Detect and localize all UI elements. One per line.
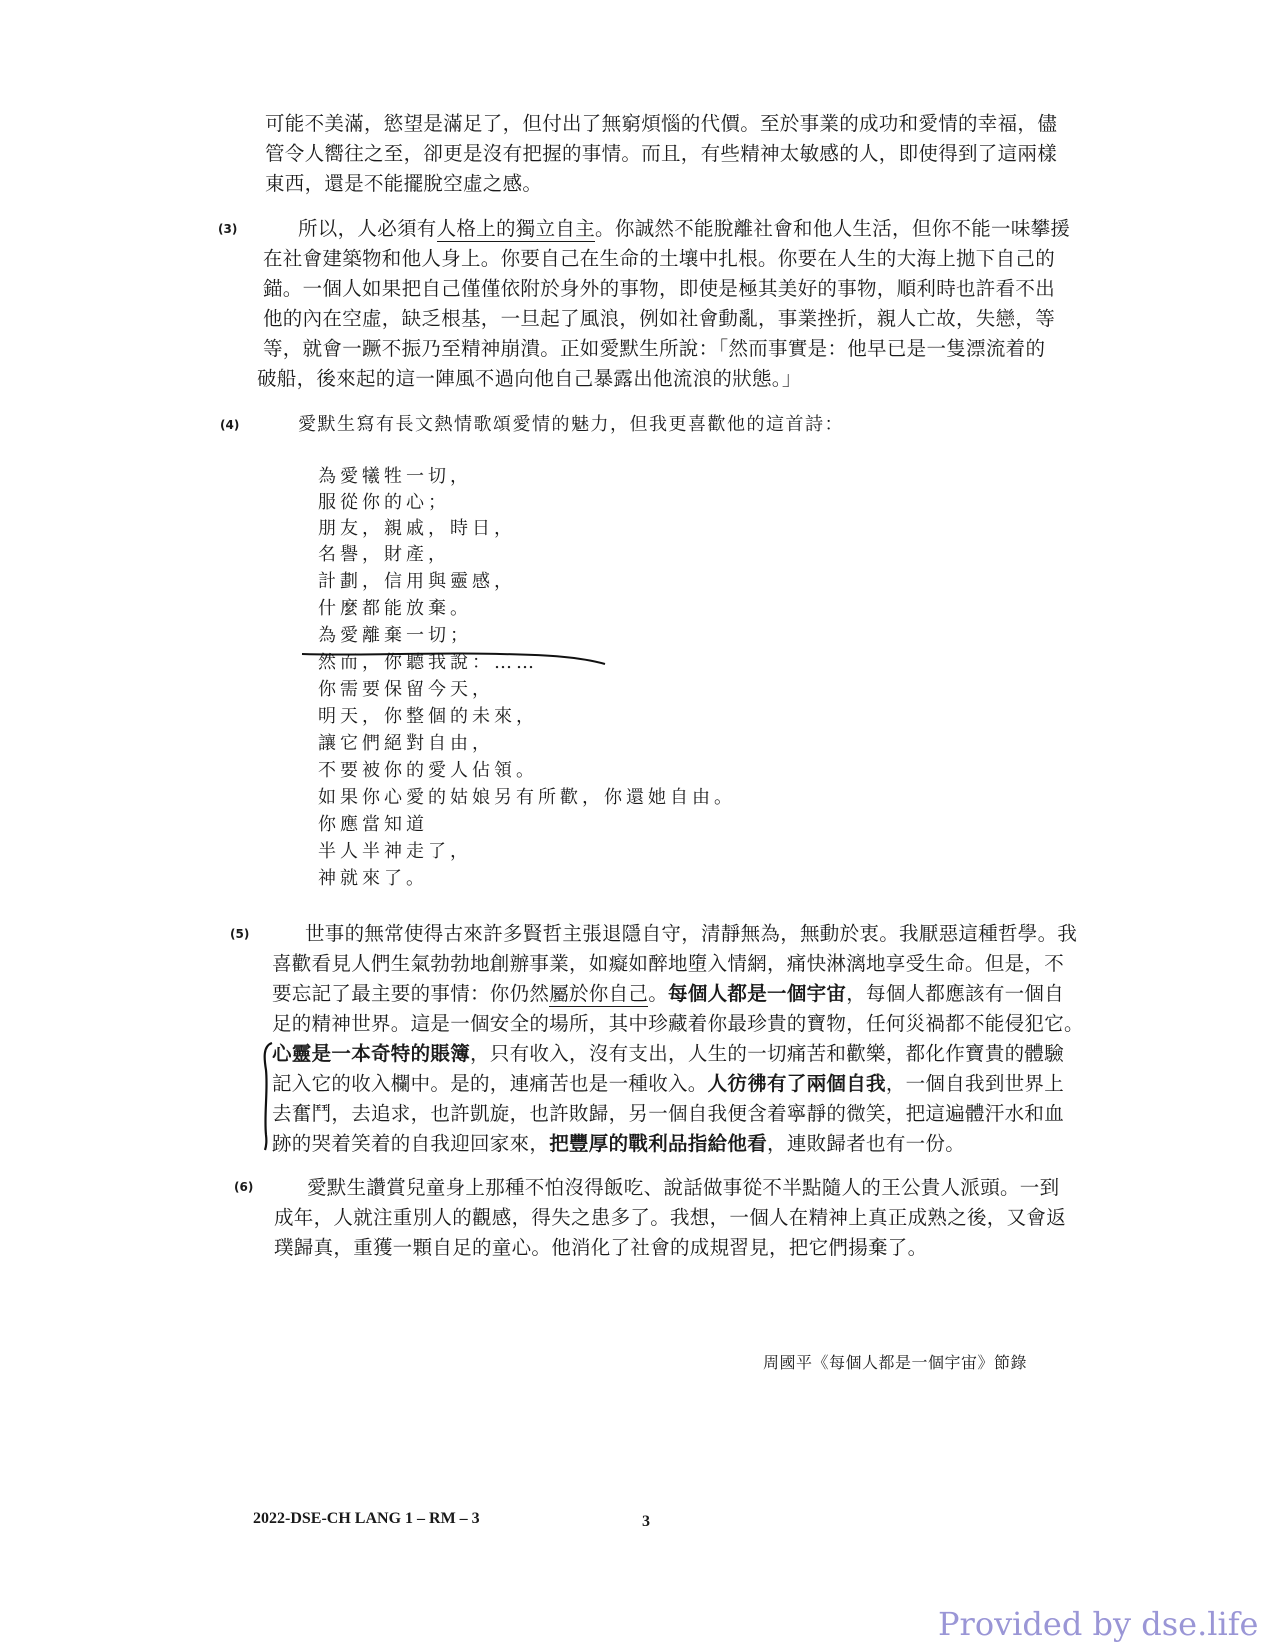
text-run: ，一個自我到世界上 — [885, 1072, 1065, 1095]
poem-line-2: 服從你的心； — [318, 492, 450, 513]
bold-phrase: 把豐厚的戰利品指給他看 — [549, 1132, 768, 1155]
poem-line-1: 為愛犧牲一切， — [318, 466, 472, 487]
watermark-link[interactable]: Provided by dse.life — [938, 1605, 1259, 1643]
text-run: 。 — [648, 982, 669, 1005]
poem-line-3: 朋友，親戚，時日， — [318, 518, 516, 539]
intro-line-3: 東西，還是不能擺脫空虛之感。 — [265, 172, 543, 195]
p5-line-6 — [272, 1070, 1064, 1098]
poem-line-4: 名譽，財產， — [318, 544, 450, 565]
p5-line-1: 世事的無常使得古來許多賢哲主張退隱自守，清靜無為，無動於衷。我厭惡這種哲學。我 — [305, 922, 1078, 945]
underlined-phrase: 屬於你自己 — [549, 982, 649, 1005]
bold-phrase: 人彷彿有了兩個自我 — [707, 1072, 886, 1095]
p3-line-3: 錨。一個人如果把自己僅僅依附於身外的事物，即使是極其美好的事物，順利時也許看不出 — [263, 277, 1056, 300]
handwritten-bracket — [258, 1040, 278, 1152]
paragraph-number: (3) — [218, 222, 238, 236]
paragraph-number: (6) — [234, 1180, 254, 1194]
text-run: ，每個人都應該有一個自 — [846, 982, 1065, 1005]
p3-line-2: 在社會建築物和他人身上。你要自己在生命的土壤中扎根。你要在人生的大海上拋下自己的 — [263, 247, 1056, 270]
page-number: 3 — [642, 1513, 650, 1530]
p4-intro: 愛默生寫有長文熱情歌頌愛情的魅力，但我更喜歡他的這首詩： — [298, 414, 844, 435]
handwritten-underline — [300, 640, 610, 670]
p3-line-5: 等，就會一蹶不振乃至精神崩潰。正如愛默生所說：「然而事實是：他早已是一隻漂流着的 — [263, 337, 1046, 360]
bold-phrase: 每個人都是一個宇宙 — [668, 982, 847, 1005]
poem-line-13: 如果你心愛的姑娘另有所歡，你還她自由。 — [318, 787, 736, 808]
intro-line-1: 可能不美滿，慾望是滿足了，但付出了無窮煩惱的代價。至於事業的成功和愛情的幸福，儘 — [265, 112, 1058, 135]
text-run: 。你誠然不能脫離社會和他人生活，但你不能一味攀援 — [595, 217, 1071, 240]
p3-line-4: 他的內在空虛，缺乏根基，一旦起了風浪，例如社會動亂，事業挫折，親人亡故，失戀，等 — [263, 307, 1056, 330]
poem-line-15: 半人半神走了， — [318, 841, 472, 862]
p5-line-8 — [272, 1130, 965, 1158]
p6-line-3: 璞歸真，重獲一顆自足的童心。他消化了社會的成規習見，把它們揚棄了。 — [274, 1236, 928, 1259]
p5-line-5 — [272, 1040, 1064, 1068]
text-run: 所以，人必須有 — [298, 217, 437, 240]
poem-line-9: 你需要保留今天， — [318, 679, 494, 700]
poem-line-6: 什麼都能放棄。 — [318, 598, 472, 619]
text-run: 要忘記了最主要的事情：你仍然 — [272, 982, 550, 1005]
text-run: 跡的哭着笑着的自我迎回家來， — [272, 1132, 550, 1155]
exam-code: 2022-DSE-CH LANG 1 – RM – 3 — [253, 1510, 480, 1527]
p3-line-1 — [298, 215, 1070, 243]
p5-line-3 — [272, 980, 1064, 1008]
text-run: ，只有收入，沒有支出，人生的一切痛苦和歡樂，都化作寶貴的體驗 — [470, 1042, 1065, 1065]
poem-line-10: 明天，你整個的未來， — [318, 706, 538, 727]
text-run: ，連敗歸者也有一份。 — [767, 1132, 966, 1155]
bold-phrase: 心靈是一本奇特的賬簿 — [272, 1042, 471, 1065]
paragraph-number: (4) — [220, 418, 240, 432]
poem-line-5: 計劃，信用與靈感， — [318, 571, 516, 592]
p5-line-4: 足的精神世界。這是一個安全的場所，其中珍藏着你最珍貴的寶物，任何災禍都不能侵犯它。 — [272, 1012, 1084, 1035]
p6-line-2: 成年，人就注重別人的觀感，得失之患多了。我想，一個人在精神上真正成熟之後，又會返 — [274, 1206, 1067, 1229]
underlined-phrase: 人格上的獨立自主 — [436, 217, 596, 240]
poem-line-7: 為愛離棄一切； — [318, 625, 472, 646]
p6-line-1: 愛默生讚賞兒童身上那種不怕沒得飯吃、說話做事從不半點隨人的王公貴人派頭。一到 — [307, 1176, 1060, 1199]
poem-line-14: 你應當知道 — [318, 814, 428, 835]
paragraph-number: (5) — [230, 927, 250, 941]
text-run: 記入它的收入欄中。是的，連痛苦也是一種收入。 — [272, 1072, 708, 1095]
source-citation: 周國平《每個人都是一個宇宙》節錄 — [763, 1353, 1028, 1372]
p5-line-2: 喜歡看見人們生氣勃勃地創辦事業，如癡如醉地墮入情網，痛快淋漓地享受生命。但是，不 — [272, 952, 1065, 975]
p5-line-7: 去奮鬥，去追求，也許凱旋，也許敗歸，另一個自我便含着寧靜的微笑，把這遍體汗水和血 — [272, 1102, 1065, 1125]
poem-line-8: 然而，你聽我說：…… — [318, 652, 538, 673]
poem-line-12: 不要被你的愛人佔領。 — [318, 760, 538, 781]
poem-line-11: 讓它們絕對自由， — [318, 733, 494, 754]
p3-line-6: 破船，後來起的這一陣風不過向他自己暴露出他流浪的狀態。」 — [257, 367, 802, 390]
poem-line-16: 神就來了。 — [318, 868, 428, 889]
intro-line-2: 管令人嚮往之至，卻更是沒有把握的事情。而且，有些精神太敏感的人，即使得到了這兩樣 — [265, 142, 1058, 165]
